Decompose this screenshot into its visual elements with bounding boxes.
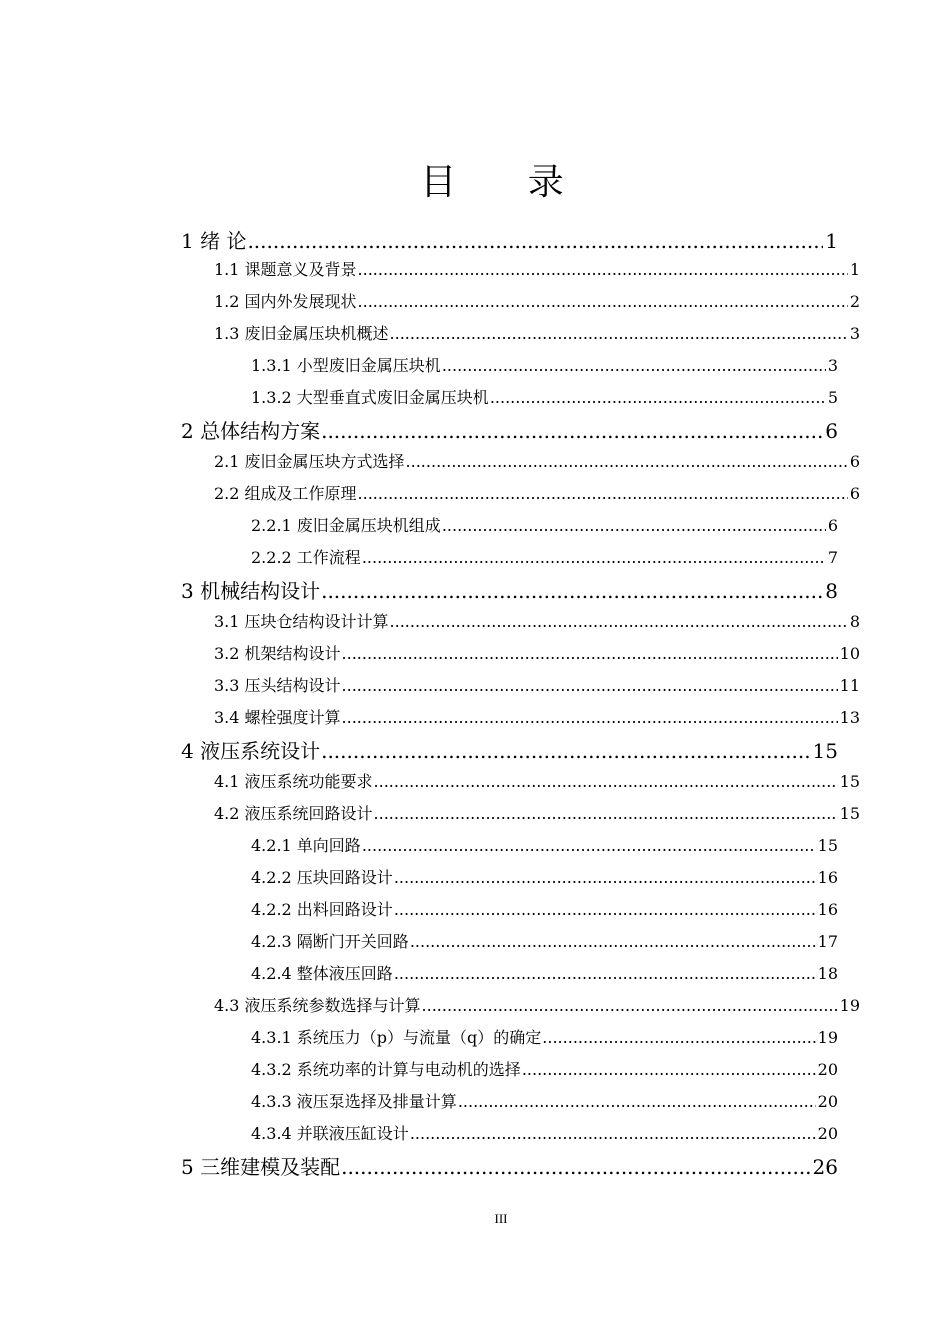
toc-entry-page-number: 15 xyxy=(812,739,838,763)
toc-entry-page-number: 6 xyxy=(849,452,860,471)
toc-entry-page-number: 6 xyxy=(827,516,838,535)
toc-entry[interactable] xyxy=(214,321,860,347)
toc-dot-leader xyxy=(542,1025,815,1051)
toc-dot-leader xyxy=(410,929,816,955)
toc-entry-page-number: 17 xyxy=(817,932,838,951)
toc-entry-label: 5 三维建模及装配 xyxy=(181,1155,341,1179)
toc-entry-page-number: 19 xyxy=(817,1028,838,1047)
toc-entry-page-number: 1 xyxy=(849,260,860,279)
toc-entry-page-number: 6 xyxy=(825,419,838,443)
toc-dot-leader xyxy=(342,705,838,731)
toc-dot-leader xyxy=(362,545,826,571)
page-title: 目 录 xyxy=(420,162,594,203)
toc-entry[interactable] xyxy=(251,353,838,379)
toc-entry[interactable] xyxy=(214,673,860,699)
toc-entry-page-number: 11 xyxy=(839,676,860,695)
toc-entry[interactable] xyxy=(214,705,860,731)
toc-entry-page-number: 1 xyxy=(825,229,838,253)
toc-dot-leader xyxy=(490,385,826,411)
toc-entry-label: 3.4 螺栓强度计算 xyxy=(214,708,341,727)
toc-entry-page-number: 26 xyxy=(812,1155,838,1179)
toc-dot-leader xyxy=(390,321,848,347)
toc-entry-label: 3 机械结构设计 xyxy=(181,579,321,603)
toc-entry-page-number: 5 xyxy=(827,388,838,407)
toc-entry[interactable] xyxy=(251,385,838,411)
toc-dot-leader xyxy=(358,289,848,315)
toc-entry[interactable] xyxy=(181,1152,838,1182)
toc-entry-label: 3.3 压头结构设计 xyxy=(214,676,341,695)
toc-entry-label: 4 液压系统设计 xyxy=(181,739,321,763)
toc-entry-label: 1.3.1 小型废旧金属压块机 xyxy=(251,356,441,375)
toc-entry[interactable] xyxy=(251,865,838,891)
toc-entry-label: 1.1 课题意义及背景 xyxy=(214,260,357,279)
toc-entry-label: 3.1 压块仓结构设计计算 xyxy=(214,612,389,631)
toc-entry[interactable] xyxy=(251,1025,838,1051)
toc-dot-leader xyxy=(247,226,823,256)
toc-entry-page-number: 19 xyxy=(839,996,860,1015)
toc-entry[interactable] xyxy=(181,226,838,256)
toc-entry-label: 3.2 机架结构设计 xyxy=(214,644,341,663)
toc-dot-leader xyxy=(394,961,816,987)
toc-entry[interactable] xyxy=(181,736,838,766)
toc-entry-label: 2.2.1 废旧金属压块机组成 xyxy=(251,516,441,535)
toc-entry[interactable] xyxy=(251,961,838,987)
toc-entry-page-number: 10 xyxy=(839,644,860,663)
page-number: III xyxy=(494,1211,508,1226)
toc-dot-leader xyxy=(374,769,838,795)
toc-dot-leader xyxy=(342,673,838,699)
toc-entry-label: 4.2.3 隔断门开关回路 xyxy=(251,932,409,951)
toc-entry[interactable] xyxy=(251,513,838,539)
toc-entry-label: 2 总体结构方案 xyxy=(181,419,321,443)
toc-entry[interactable] xyxy=(251,833,838,859)
toc-entry[interactable] xyxy=(251,897,838,923)
toc-entry-label: 4.2.4 整体液压回路 xyxy=(251,964,393,983)
toc-entry-label: 4.3 液压系统参数选择与计算 xyxy=(214,996,421,1015)
toc-entry-page-number: 20 xyxy=(817,1092,838,1111)
toc-entry-page-number: 6 xyxy=(849,484,860,503)
toc-entry[interactable] xyxy=(214,449,860,475)
toc-entry-page-number: 20 xyxy=(817,1124,838,1143)
toc-entry[interactable] xyxy=(181,416,838,446)
toc-entry-label: 4.3.2 系统功率的计算与电动机的选择 xyxy=(251,1060,521,1079)
toc-entry-label: 1 绪 论 xyxy=(181,229,247,253)
toc-dot-leader xyxy=(362,833,816,859)
toc-entry-page-number: 18 xyxy=(817,964,838,983)
toc-entry-label: 4.3.4 并联液压缸设计 xyxy=(251,1124,409,1143)
toc-entry[interactable] xyxy=(214,993,860,1019)
toc-dot-leader xyxy=(458,1089,816,1115)
toc-dot-leader xyxy=(422,993,838,1019)
toc-entry-label: 1.3 废旧金属压块机概述 xyxy=(214,324,389,343)
toc-entry-page-number: 2 xyxy=(849,292,860,311)
toc-dot-leader xyxy=(374,801,838,827)
toc-entry[interactable] xyxy=(251,545,838,571)
toc-dot-leader xyxy=(522,1057,816,1083)
toc-entry[interactable] xyxy=(214,641,860,667)
toc-entry-label: 2.1 废旧金属压块方式选择 xyxy=(214,452,405,471)
toc-dot-leader xyxy=(394,897,816,923)
toc-dot-leader xyxy=(358,257,848,283)
toc-entry-page-number: 3 xyxy=(849,324,860,343)
toc-entry-page-number: 8 xyxy=(825,579,838,603)
toc-entry-label: 4.1 液压系统功能要求 xyxy=(214,772,373,791)
toc-dot-leader xyxy=(358,481,848,507)
toc-entry-page-number: 16 xyxy=(817,868,838,887)
toc-dot-leader xyxy=(406,449,848,475)
toc-entry-page-number: 3 xyxy=(827,356,838,375)
toc-entry-label: 4.2.2 压块回路设计 xyxy=(251,868,393,887)
toc-entry-label: 2.2.2 工作流程 xyxy=(251,548,361,567)
toc-entry-page-number: 13 xyxy=(839,708,860,727)
toc-entry-page-number: 15 xyxy=(839,804,860,823)
toc-entry[interactable] xyxy=(251,1089,838,1115)
toc-entry-page-number: 7 xyxy=(827,548,838,567)
toc-entry[interactable] xyxy=(181,576,838,606)
toc-dot-leader xyxy=(410,1121,816,1147)
toc-entry[interactable] xyxy=(214,769,860,795)
toc-dot-leader xyxy=(321,736,810,766)
toc-entry-label: 4.3.3 液压泵选择及排量计算 xyxy=(251,1092,457,1111)
toc-entry-page-number: 8 xyxy=(849,612,860,631)
toc-dot-leader xyxy=(342,641,838,667)
toc-dot-leader xyxy=(390,609,848,635)
toc-dot-leader xyxy=(321,416,823,446)
toc-entry-label: 1.2 国内外发展现状 xyxy=(214,292,357,311)
toc-entry[interactable] xyxy=(214,481,860,507)
toc-entry-label: 4.3.1 系统压力（p）与流量（q）的确定 xyxy=(251,1028,542,1047)
toc-dot-leader xyxy=(442,353,826,379)
toc-entry-label: 4.2.2 出料回路设计 xyxy=(251,900,393,919)
toc-entry-page-number: 20 xyxy=(817,1060,838,1079)
toc-entry[interactable] xyxy=(214,609,860,635)
toc-entry[interactable] xyxy=(214,289,860,315)
toc-entry-label: 4.2.1 单向回路 xyxy=(251,836,361,855)
toc-dot-leader xyxy=(442,513,826,539)
toc-dot-leader xyxy=(394,865,816,891)
toc-entry-label: 2.2 组成及工作原理 xyxy=(214,484,357,503)
toc-entry[interactable] xyxy=(251,1057,838,1083)
toc-dot-leader xyxy=(341,1152,810,1182)
toc-entry-label: 1.3.2 大型垂直式废旧金属压块机 xyxy=(251,388,489,407)
toc-entry-label: 4.2 液压系统回路设计 xyxy=(214,804,373,823)
toc-entry[interactable] xyxy=(214,257,860,283)
toc-entry-page-number: 15 xyxy=(839,772,860,791)
toc-entry[interactable] xyxy=(214,801,860,827)
toc-dot-leader xyxy=(321,576,823,606)
toc-entry[interactable] xyxy=(251,1121,838,1147)
toc-entry-page-number: 15 xyxy=(817,836,838,855)
toc-entry-page-number: 16 xyxy=(817,900,838,919)
toc-entry[interactable] xyxy=(251,929,838,955)
